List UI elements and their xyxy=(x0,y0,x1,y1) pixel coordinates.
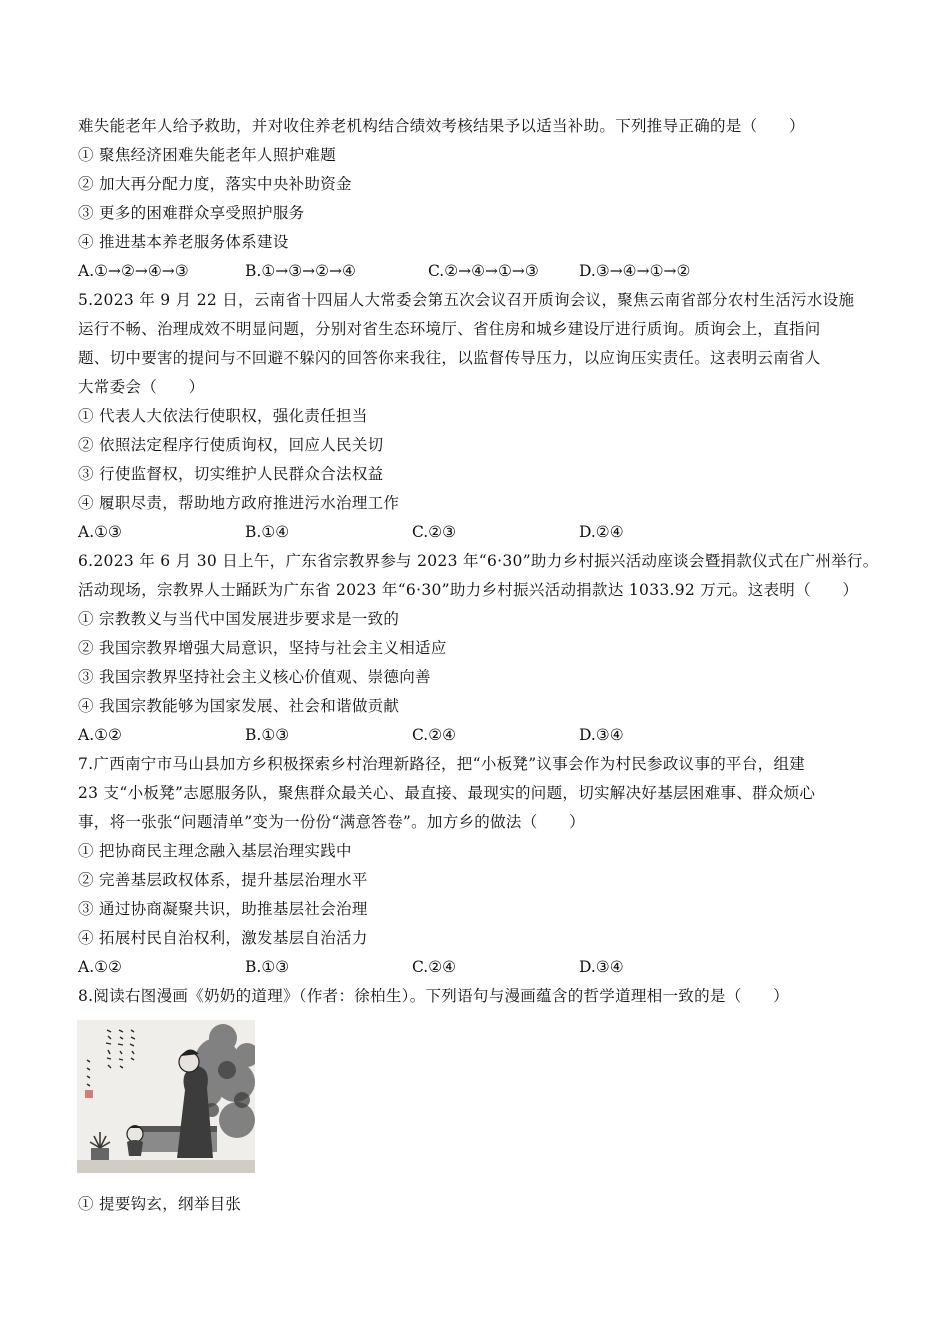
q5-option-a: A.①③ xyxy=(78,523,122,541)
q7-item-2: ② 完善基层政权体系，提升基层治理水平 xyxy=(78,871,368,889)
q5-option-c: C.②③ xyxy=(412,523,457,541)
q4-option-b: B.①→③→②→④ xyxy=(245,262,356,280)
q7-item-4: ④ 拓展村民自治权利，激发基层自治活力 xyxy=(78,929,368,947)
q6-stem-line-2: 活动现场，宗教界人士踊跃为广东省 2023 年“6·30”助力乡村振兴活动捐款达 1033.92 万元。这表明（ ） xyxy=(78,581,859,599)
q5-stem-line-2: 运行不畅、治理成效不明显问题，分别对省生态环境厅、省住房和城乡建设厅进行质询。质询会上，直指问 xyxy=(78,320,821,338)
q4-item-4: ④ 推进基本养老服务体系建设 xyxy=(78,233,289,251)
q6-option-d: D.③④ xyxy=(579,726,624,744)
q6-option-a: A.①② xyxy=(78,726,122,744)
q5-item-1: ① 代表人大依法行使职权，强化责任担当 xyxy=(78,407,368,425)
q6-option-c: C.②④ xyxy=(412,726,457,744)
q6-item-3: ③ 我国宗教界坚持社会主义核心价值观、崇德向善 xyxy=(78,668,431,686)
q5-stem-line-4: 大常委会（ ） xyxy=(78,378,205,396)
q4-item-1: ① 聚焦经济困难失能老年人照护难题 xyxy=(78,146,337,164)
q5-item-3: ③ 行使监督权，切实维护人民群众合法权益 xyxy=(78,465,384,483)
q6-item-4: ④ 我国宗教能够为国家发展、社会和谐做贡献 xyxy=(78,697,400,715)
q7-option-d: D.③④ xyxy=(579,958,624,976)
q7-item-1: ① 把协商民主理念融入基层治理实践中 xyxy=(78,842,352,860)
q5-option-d: D.②④ xyxy=(579,523,624,541)
q8-stem: 8.阅读右图漫画《奶奶的道理》（作者：徐柏生）。下列语句与漫画蕴含的哲学道理相一致的是（ ） xyxy=(78,987,789,1005)
q5-stem-line-1: 5.2023 年 9 月 22 日，云南省十四届人大常委会第五次会议召开质询会议，聚焦云南省部分农村生活污水设施 xyxy=(78,291,855,309)
q4-stem: 难失能老年人给予救助，并对收住养老机构结合绩效考核结果予以适当补助。下列推导正确的是（ ） xyxy=(78,117,805,135)
q5-stem-line-3: 题、切中要害的提问与不回避不躲闪的回答你来我往，以监督传导压力，以应询压实责任。这表明云南省人 xyxy=(78,349,821,367)
q6-item-2: ② 我国宗教界增强大局意识，坚持与社会主义相适应 xyxy=(78,639,447,657)
q5-item-4: ④ 履职尽责，帮助地方政府推进污水治理工作 xyxy=(78,494,400,512)
q7-stem-line-1: 7.广西南宁市马山县加方乡积极探索乡村治理新路径，把“小板凳”议事会作为村民参政议事的平台，组建 xyxy=(78,755,806,773)
q7-stem-line-2: 23 支“小板凳”志愿服务队，聚焦群众最关心、最直接、最现实的问题，切实解决好基层困难事、群众烦心 xyxy=(78,784,816,802)
q4-item-2: ② 加大再分配力度，落实中央补助资金 xyxy=(78,175,352,193)
q4-item-3: ③ 更多的困难群众享受照护服务 xyxy=(78,204,305,222)
q7-option-c: C.②④ xyxy=(412,958,457,976)
q7-option-b: B.①③ xyxy=(245,958,290,976)
q6-option-b: B.①③ xyxy=(245,726,290,744)
q4-option-d: D.③→④→①→② xyxy=(579,262,691,280)
q6-item-1: ① 宗教教义与当代中国发展进步要求是一致的 xyxy=(78,610,400,628)
q5-option-b: B.①④ xyxy=(245,523,290,541)
q5-item-2: ② 依照法定程序行使质询权，回应人民关切 xyxy=(78,436,384,454)
q6-stem-line-1: 6.2023 年 6 月 30 日上午，广东省宗教界参与 2023 年“6·30”助力乡村振兴活动座谈会暨捐款仪式在广州举行。 xyxy=(78,552,879,570)
q4-option-c: C.②→④→①→③ xyxy=(428,262,539,280)
q7-item-3: ③ 通过协商凝聚共识，助推基层社会治理 xyxy=(78,900,368,918)
cartoon-image xyxy=(77,1020,255,1173)
q7-option-a: A.①② xyxy=(78,958,122,976)
q8-item-1: ① 提要钩玄，纲举目张 xyxy=(78,1195,242,1213)
q4-option-a: A.①→②→④→③ xyxy=(78,262,189,280)
q7-stem-line-3: 事，将一张张“问题清单”变为一份份“满意答卷”。加方乡的做法（ ） xyxy=(78,813,585,831)
